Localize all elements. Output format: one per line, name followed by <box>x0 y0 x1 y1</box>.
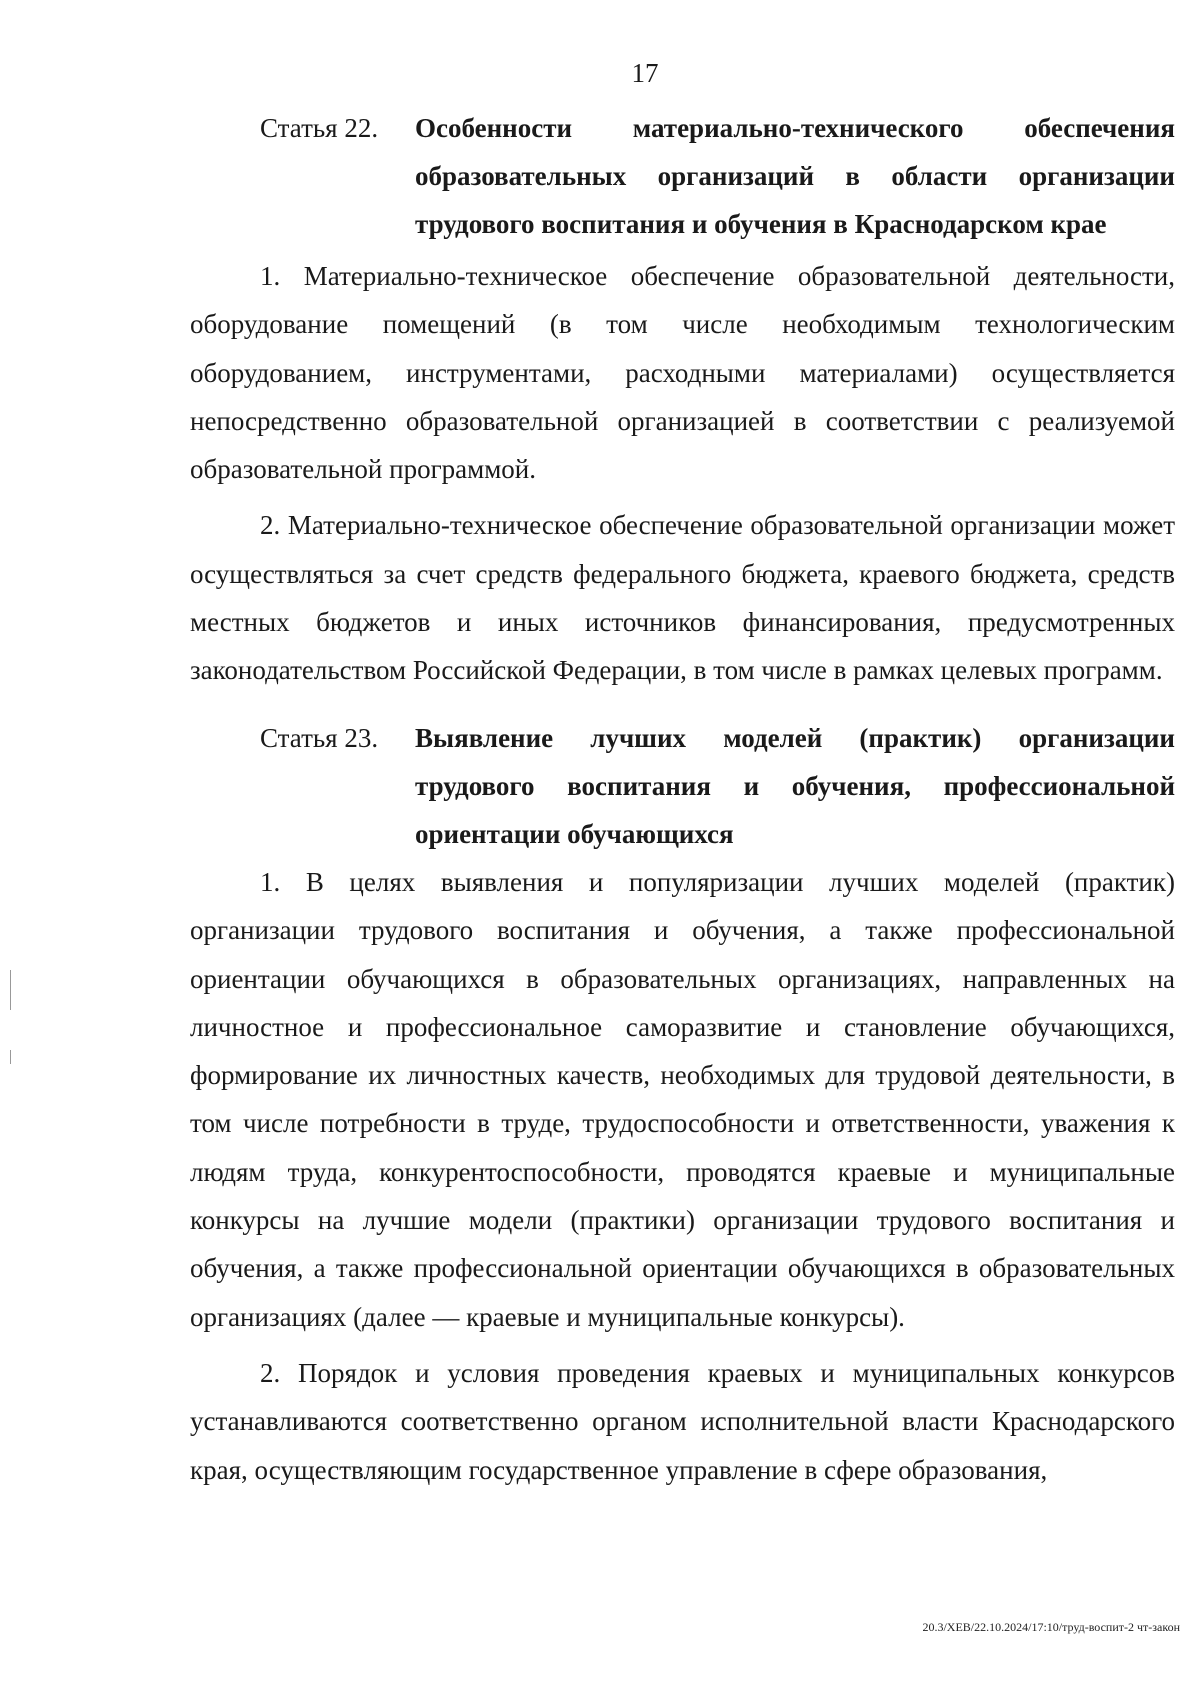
paragraph: 1. Материально-техническое обеспечение образовательной деятельности, оборудование помещений (в том числе необходимым технологическим оборудованием, инструментами, расходными материалами) осуществляется непосредственно образовательной организацией в соответствии с реализуемой образовательной программой. <box>190 261 1175 485</box>
paragraph: 2. Порядок и условия проведения краевых и муниципальных конкурсов устанавливаются соответственно органом исполнительной власти Краснодарского края, осуществляющим государственное управление в сфере образования, <box>190 1357 1175 1485</box>
scan-margin-mark <box>10 970 11 1010</box>
article-heading <box>190 104 1175 248</box>
article-heading <box>190 714 1175 858</box>
page-number: 17 <box>631 58 659 88</box>
article-title: Особенности материально-технического обеспечения образовательных организаций в области организации трудового воспитания и обучения в Краснодарском крае <box>415 113 1175 239</box>
scan-margin-mark <box>10 1050 11 1064</box>
article-22 <box>190 104 1175 695</box>
article-23 <box>190 714 1175 1494</box>
paragraph: 1. В целях выявления и популяризации лучших моделей (практик) организации трудового воспитания и обучения, а также профессиональной ориентации обучающихся в образовательных организациях, направленных на личностное и профессиональное саморазвитие и становление обучающихся, формирование их личностных качеств, необходимых для трудовой деятельности, в том числе потребности в труде, трудоспособности и ответственности, уважения к людям труда, конкурентоспособности, проводятся краевые и муниципальные конкурсы на лучшие модели (практики) организации трудового воспитания и обучения, а также профессиональной ориентации обучающихся в образовательных организациях (далее — краевые и муниципальные конкурсы). <box>190 867 1175 1332</box>
article-title: Выявление лучших моделей (практик) организации трудового воспитания и обучения, профессиональной ориентации обучающихся <box>415 723 1175 849</box>
footer-document-code: 20.3/ХЕВ/22.10.2024/17:10/труд-воспит-2 чт-закон <box>922 1620 1180 1634</box>
paragraph: 2. Материально-техническое обеспечение образовательной организации может осуществляться за счет средств федерального бюджета, краевого бюджета, средств местных бюджетов и иных источников финансирования, предусмотренных законодательством Российской Федерации, в том числе в рамках целевых программ. <box>190 510 1175 686</box>
article-label: Статья 22. <box>260 113 379 143</box>
article-label: Статья 23. <box>260 723 379 753</box>
